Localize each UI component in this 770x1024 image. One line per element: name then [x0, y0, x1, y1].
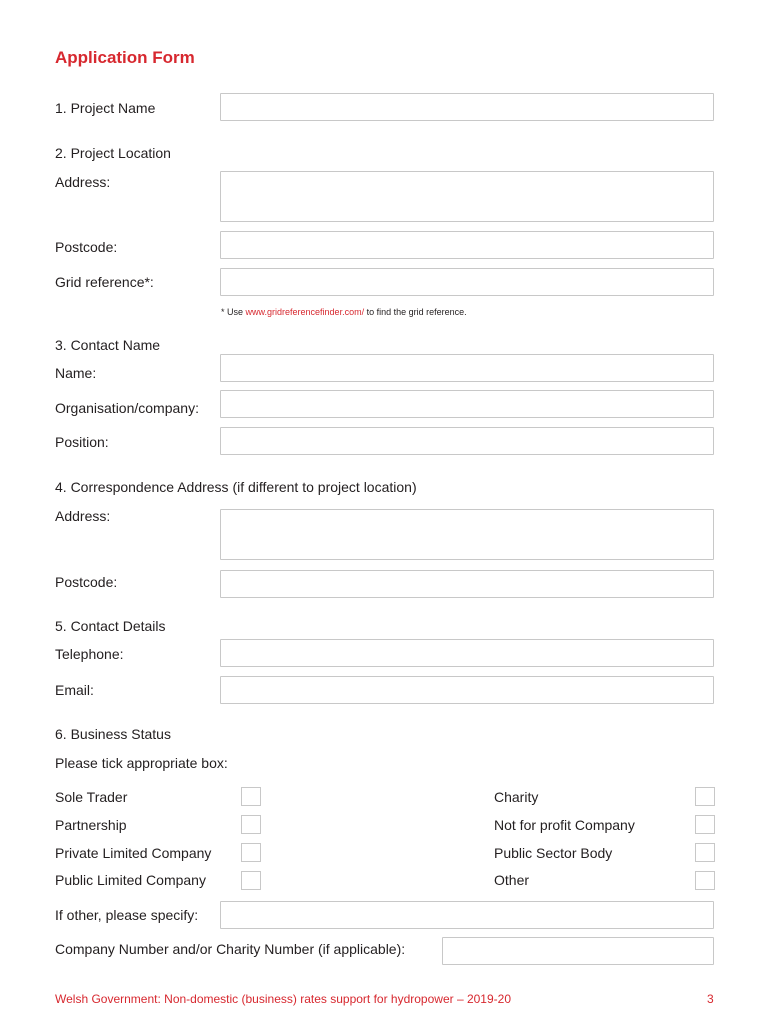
- note-prefix: * Use: [221, 307, 246, 317]
- option-sole-trader-checkbox[interactable]: [241, 787, 261, 806]
- option-private-limited-label: Private Limited Company: [55, 845, 212, 861]
- section-correspondence-heading: 4. Correspondence Address (if different to project location): [55, 479, 417, 495]
- project-address-label: Address:: [55, 174, 111, 190]
- other-specify-input[interactable]: [220, 901, 714, 929]
- option-charity-label: Charity: [494, 789, 539, 805]
- footer-text: Welsh Government: Non-domestic (business) rates support for hydropower – 2019-20: [55, 992, 511, 1006]
- section-project-location-heading: 2. Project Location: [55, 145, 171, 161]
- other-specify-label: If other, please specify:: [55, 907, 199, 923]
- option-partnership-label: Partnership: [55, 817, 127, 833]
- section-contact-name-heading: 3. Contact Name: [55, 337, 161, 353]
- grid-reference-link[interactable]: www.gridreferencefinder.com/: [245, 307, 365, 317]
- option-not-for-profit-checkbox[interactable]: [695, 815, 715, 834]
- option-other-label: Other: [494, 872, 530, 888]
- correspondence-postcode-label: Postcode:: [55, 574, 118, 590]
- page-number: 3: [707, 992, 714, 1006]
- email-input[interactable]: [220, 676, 714, 704]
- position-input[interactable]: [220, 427, 714, 455]
- company-number-label: Company Number and/or Charity Number (if applicable):: [55, 941, 406, 957]
- note-suffix: to find the grid reference.: [364, 307, 467, 317]
- email-label: Email:: [55, 682, 94, 698]
- option-private-limited-checkbox[interactable]: [241, 843, 261, 862]
- project-address-input[interactable]: [220, 171, 714, 222]
- option-partnership-checkbox[interactable]: [241, 815, 261, 834]
- contact-name-label: Name:: [55, 365, 97, 381]
- option-sole-trader-label: Sole Trader: [55, 789, 128, 805]
- correspondence-address-label: Address:: [55, 508, 111, 524]
- contact-name-input[interactable]: [220, 354, 714, 382]
- grid-reference-label: Grid reference*:: [55, 274, 154, 290]
- project-postcode-label: Postcode:: [55, 239, 118, 255]
- option-other-checkbox[interactable]: [695, 871, 715, 890]
- organisation-input[interactable]: [220, 390, 714, 418]
- telephone-label: Telephone:: [55, 646, 124, 662]
- correspondence-postcode-input[interactable]: [220, 570, 714, 598]
- section-contact-details-heading: 5. Contact Details: [55, 618, 166, 634]
- section-business-status-heading: 6. Business Status: [55, 726, 171, 742]
- company-number-input[interactable]: [442, 937, 714, 965]
- telephone-input[interactable]: [220, 639, 714, 667]
- section-project-name-heading: 1. Project Name: [55, 100, 156, 116]
- organisation-label: Organisation/company:: [55, 400, 199, 416]
- option-not-for-profit-label: Not for profit Company: [494, 817, 635, 833]
- grid-reference-note: [221, 307, 467, 317]
- project-postcode-input[interactable]: [220, 231, 714, 259]
- page-title: Application Form: [55, 48, 195, 67]
- grid-reference-input[interactable]: [220, 268, 714, 296]
- project-name-input[interactable]: [220, 93, 714, 121]
- tick-instruction: Please tick appropriate box:: [55, 755, 228, 771]
- option-public-limited-checkbox[interactable]: [241, 871, 261, 890]
- option-charity-checkbox[interactable]: [695, 787, 715, 806]
- option-public-sector-label: Public Sector Body: [494, 845, 613, 861]
- option-public-sector-checkbox[interactable]: [695, 843, 715, 862]
- position-label: Position:: [55, 434, 109, 450]
- option-public-limited-label: Public Limited Company: [55, 872, 206, 888]
- correspondence-address-input[interactable]: [220, 509, 714, 560]
